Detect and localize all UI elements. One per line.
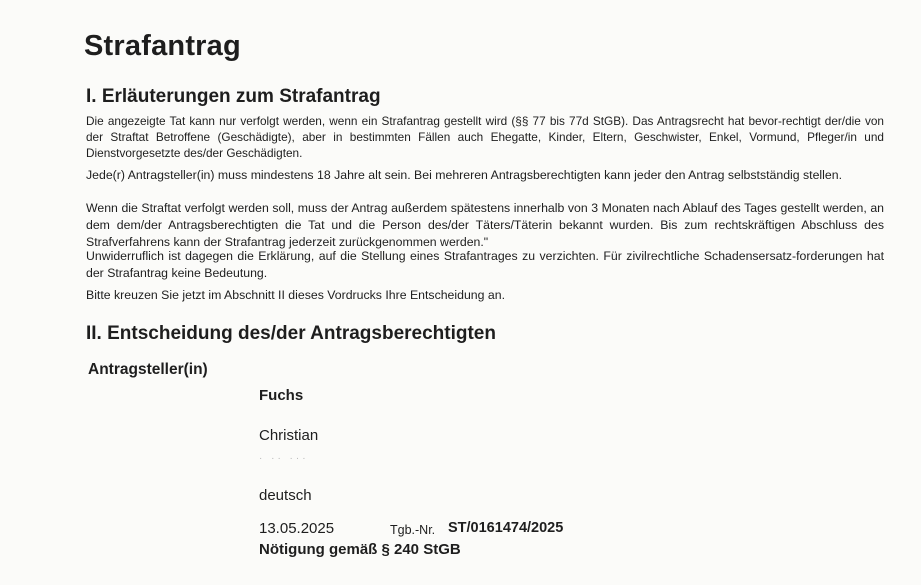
explanation-paragraph-2: Jede(r) Antragsteller(in) muss mindestens 18 Jahre alt sein. Bei mehreren Antragsberechtigten kann jeder den Antrag selbstständig stellen. (86, 168, 842, 182)
explanation-paragraph-3: Wenn die Straftat verfolgt werden soll, muss der Antrag außerdem spätestens innerhalb von 3 Monaten nach Ablauf des Tages gestellt werden, an dem dem/der Antragsberechtigten die Tat und die Person des/der Täters/Täterin bekannt wurden. Bis zum rechtskräftigen Abschluss des Strafverfahrens kann der Strafantrag jederzeit zurückgenommen werden." (86, 201, 884, 249)
field-label-journal-number: Tgb.-Nr. (390, 523, 436, 537)
field-value-birth-date: · ·· ··· (259, 453, 309, 464)
document-title: Strafantrag (84, 30, 241, 62)
field-value-first-name: Christian (259, 427, 319, 444)
field-value-offense: Nötigung gemäß § 240 StGB (259, 541, 461, 558)
explanation-paragraph-1: Die angezeigte Tat kann nur verfolgt werden, wenn ein Strafantrag gestellt wird (§§ 77 bis 77d StGB). Das Antragsrecht hat bevor-rechtigt der/die von der Straftat Betroffene (Geschädigte), aber in bestimmten Fällen auch Ehegatte, Kinder, Eltern, Geschwister, Enkel, Vormund, Pfleger/in und Dienstvorgesetzte des/der Geschädigten. (86, 114, 884, 160)
field-value-name: Fuchs (259, 387, 304, 404)
section-2-heading: II. Entscheidung des/der Antragsberechtigten (86, 323, 496, 344)
section-1-heading: I. Erläuterungen zum Strafantrag (86, 86, 381, 107)
explanation-paragraph-4: Unwiderruflich ist dagegen die Erklärung, auf die Stellung eines Strafantrages zu verzichten. Für zivilrechtliche Schadensersatz-forderungen hat der Strafantrag keine Bedeutung. (86, 249, 884, 280)
explanation-paragraph-5: Bitte kreuzen Sie jetzt im Abschnitt II dieses Vordrucks Ihre Entscheidung an. (86, 288, 505, 302)
field-value-journal-number: ST/0161474/2025 (448, 520, 564, 536)
field-value-nationality: deutsch (259, 487, 312, 504)
field-value-report-date: 13.05.2025 (259, 520, 335, 537)
applicant-subheading: Antragsteller(in) (88, 361, 208, 378)
